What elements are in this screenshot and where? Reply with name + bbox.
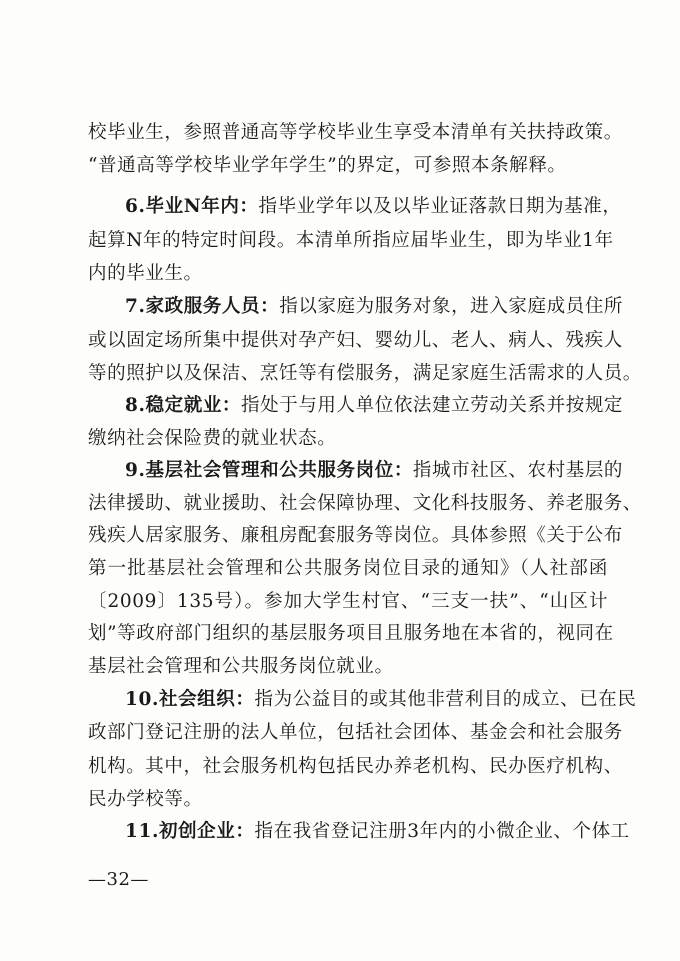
text-line-19 (88, 721, 623, 745)
page-number: —32— (88, 869, 149, 890)
paragraph-9-first-line (125, 459, 624, 483)
text-line-17 (88, 655, 608, 679)
paragraph-8-first-line (125, 394, 624, 418)
text-line-13 (88, 524, 623, 548)
line-text: 指处于与用人单位依法建立劳动关系并按规定 (241, 395, 624, 416)
line-text: 民办学校等。 (88, 789, 203, 810)
paragraph-6-first-line (125, 195, 622, 219)
line-text: 指以家庭为服务对象，进入家庭成员住所 (279, 296, 624, 317)
line-text: 指为公益目的或其他非营利目的成立、已在民 (254, 689, 637, 710)
term-10: 10.社会组织： (125, 689, 255, 710)
text-line-15 (88, 590, 608, 614)
line-text: 缴纳社会保险费的就业状态。 (88, 428, 337, 449)
line-text: 校毕业生，参照普通高等学校毕业生享受本清单有关扶持政策。 (88, 122, 623, 143)
text-line-21 (88, 788, 608, 812)
text-line-4 (88, 229, 614, 253)
text-line-7 (88, 329, 623, 353)
line-text: 政部门登记注册的法人单位，包括社会团体、基金会和社会服务 (88, 722, 623, 743)
line-text: 指在我省登记注册3年内的小微企业、个体工 (254, 821, 630, 842)
text-line-5 (88, 262, 608, 286)
text-line-20 (88, 755, 623, 779)
line-text: 内的毕业生。 (88, 263, 203, 284)
text-line-1 (88, 121, 623, 145)
line-text: 指毕业学年以及以毕业证落款日期为基准， (258, 196, 622, 217)
line-text: 法律援助、就业援助、社会保障协理、文化科技服务、养老服务、 (88, 493, 642, 514)
paragraph-7-first-line (125, 295, 624, 319)
line-text: 第一批基层社会管理和公共服务岗位目录的通知》（人社部函 (88, 558, 608, 579)
term-6: 6.毕业N年内： (125, 196, 259, 217)
text-line-12 (88, 492, 642, 516)
line-text: “普通高等学校毕业学年学生”的界定，可参照本条解释。 (88, 155, 567, 176)
term-11: 11.初创企业： (125, 821, 255, 842)
line-text: 指城市社区、农村基层的 (412, 460, 624, 481)
line-text: 机构。其中，社会服务机构包括民办养老机构、民办医疗机构、 (88, 756, 623, 777)
line-text: 或以固定场所集中提供对孕产妇、婴幼儿、老人、病人、残疾人 (88, 330, 623, 351)
line-text: 起算N年的特定时间段。本清单所指应届毕业生，即为毕业1年 (88, 230, 614, 251)
line-text: 等的照护以及保洁、烹饪等有偿服务，满足家庭生活需求的人员。 (88, 363, 642, 384)
paragraph-11-first-line (125, 820, 630, 844)
text-line-2 (88, 154, 608, 178)
term-7: 7.家政服务人员： (125, 296, 280, 317)
line-text: 划”等政府部门组织的基层服务项目且服务地在本省的，视同在 (88, 623, 614, 644)
term-9: 9.基层社会管理和公共服务岗位： (125, 460, 413, 481)
line-text: 基层社会管理和公共服务岗位就业。 (88, 656, 394, 677)
text-line-16 (88, 622, 614, 646)
text-line-8 (88, 362, 642, 386)
term-8: 8.稳定就业： (125, 395, 242, 416)
text-line-14 (88, 557, 608, 581)
line-text: 残疾人居家服务、廉租房配套服务等岗位。具体参照《关于公布 (88, 525, 623, 546)
text-line-10 (88, 427, 608, 451)
line-text: 〔2009〕135号）。参加大学生村官、“三支一扶”、“山区计 (88, 591, 608, 612)
paragraph-10-first-line (125, 688, 637, 712)
